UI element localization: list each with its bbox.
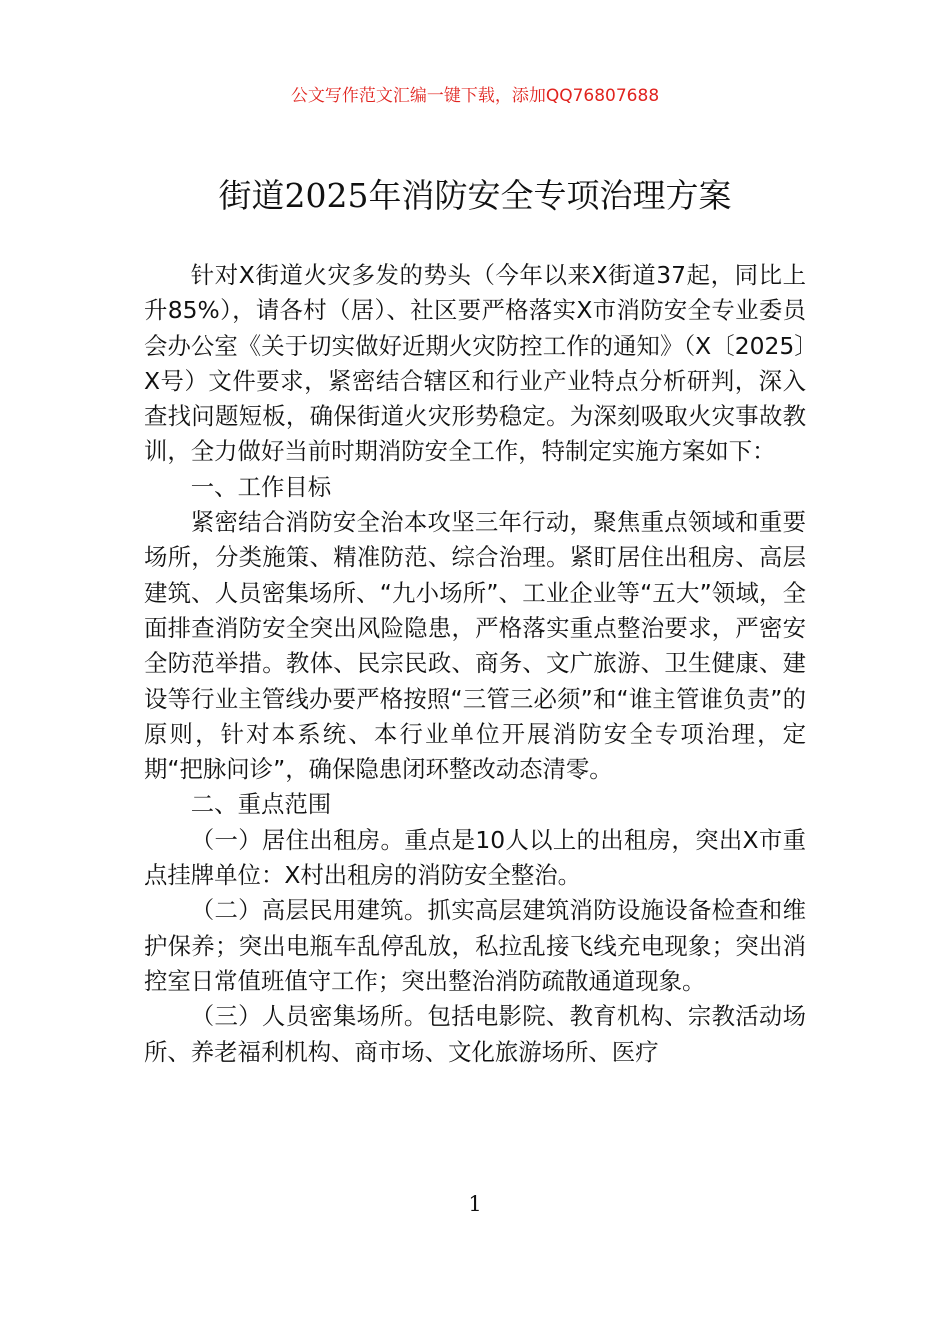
document-body bbox=[144, 258, 806, 1070]
page-number: 1 bbox=[468, 1192, 482, 1216]
section-heading-scope: 二、重点范围 bbox=[190, 790, 332, 819]
scope-item-crowded-places: （三）人员密集场所。包括电影院、教育机构、宗教活动场所、养老福利机构、商市场、文化旅游场所、医疗 bbox=[144, 1002, 806, 1066]
intro-paragraph: 针对X街道火灾多发的势头（今年以来X街道37起，同比上升85%），请各村（居）、社区要严格落实X市消防安全专业委员会办公室《关于切实做好近期火灾防控工作的通知》（X〔2025〕X号）文件要求，紧密结合辖区和行业产业特点分析研判，深入查找问题短板，确保街道火灾形势稳定。为深刻吸取火灾事故教训，全力做好当前时期消防安全工作，特制定实施方案如下： bbox=[144, 261, 806, 466]
section-heading-goals: 一、工作目标 bbox=[190, 472, 332, 501]
scope-item-high-rise: （二）高层民用建筑。抓实高层建筑消防设施设备检查和维护保养；突出电瓶车乱停乱放，私拉乱接飞线充电现象；突出消控室日常值班值守工作；突出整治消防疏散通道现象。 bbox=[144, 896, 806, 995]
download-banner: 公文写作范文汇编一键下载，添加QQ76807688 bbox=[290, 86, 660, 106]
goals-paragraph: 紧密结合消防安全治本攻坚三年行动，聚焦重点领域和重要场所，分类施策、精准防范、综合治理。紧盯居住出租房、高层建筑、人员密集场所、“九小场所”、工业企业等“五大”领域，全面排查消防安全突出风险隐患，严格落实重点整治要求，严密安全防范举措。教体、民宗民政、商务、文广旅游、卫生健康、建设等行业主管线办要严格按照“三管三必须”和“谁主管谁负责”的原则，针对本系统、本行业单位开展消防安全专项治理，定期“把脉问诊”，确保隐患闭环整改动态清零。 bbox=[144, 508, 806, 784]
scope-item-rental-housing: （一）居住出租房。重点是10人以上的出租房，突出X市重点挂牌单位：X村出租房的消防安全整治。 bbox=[144, 825, 806, 890]
document-title: 街道2025年消防安全专项治理方案 bbox=[218, 176, 732, 215]
